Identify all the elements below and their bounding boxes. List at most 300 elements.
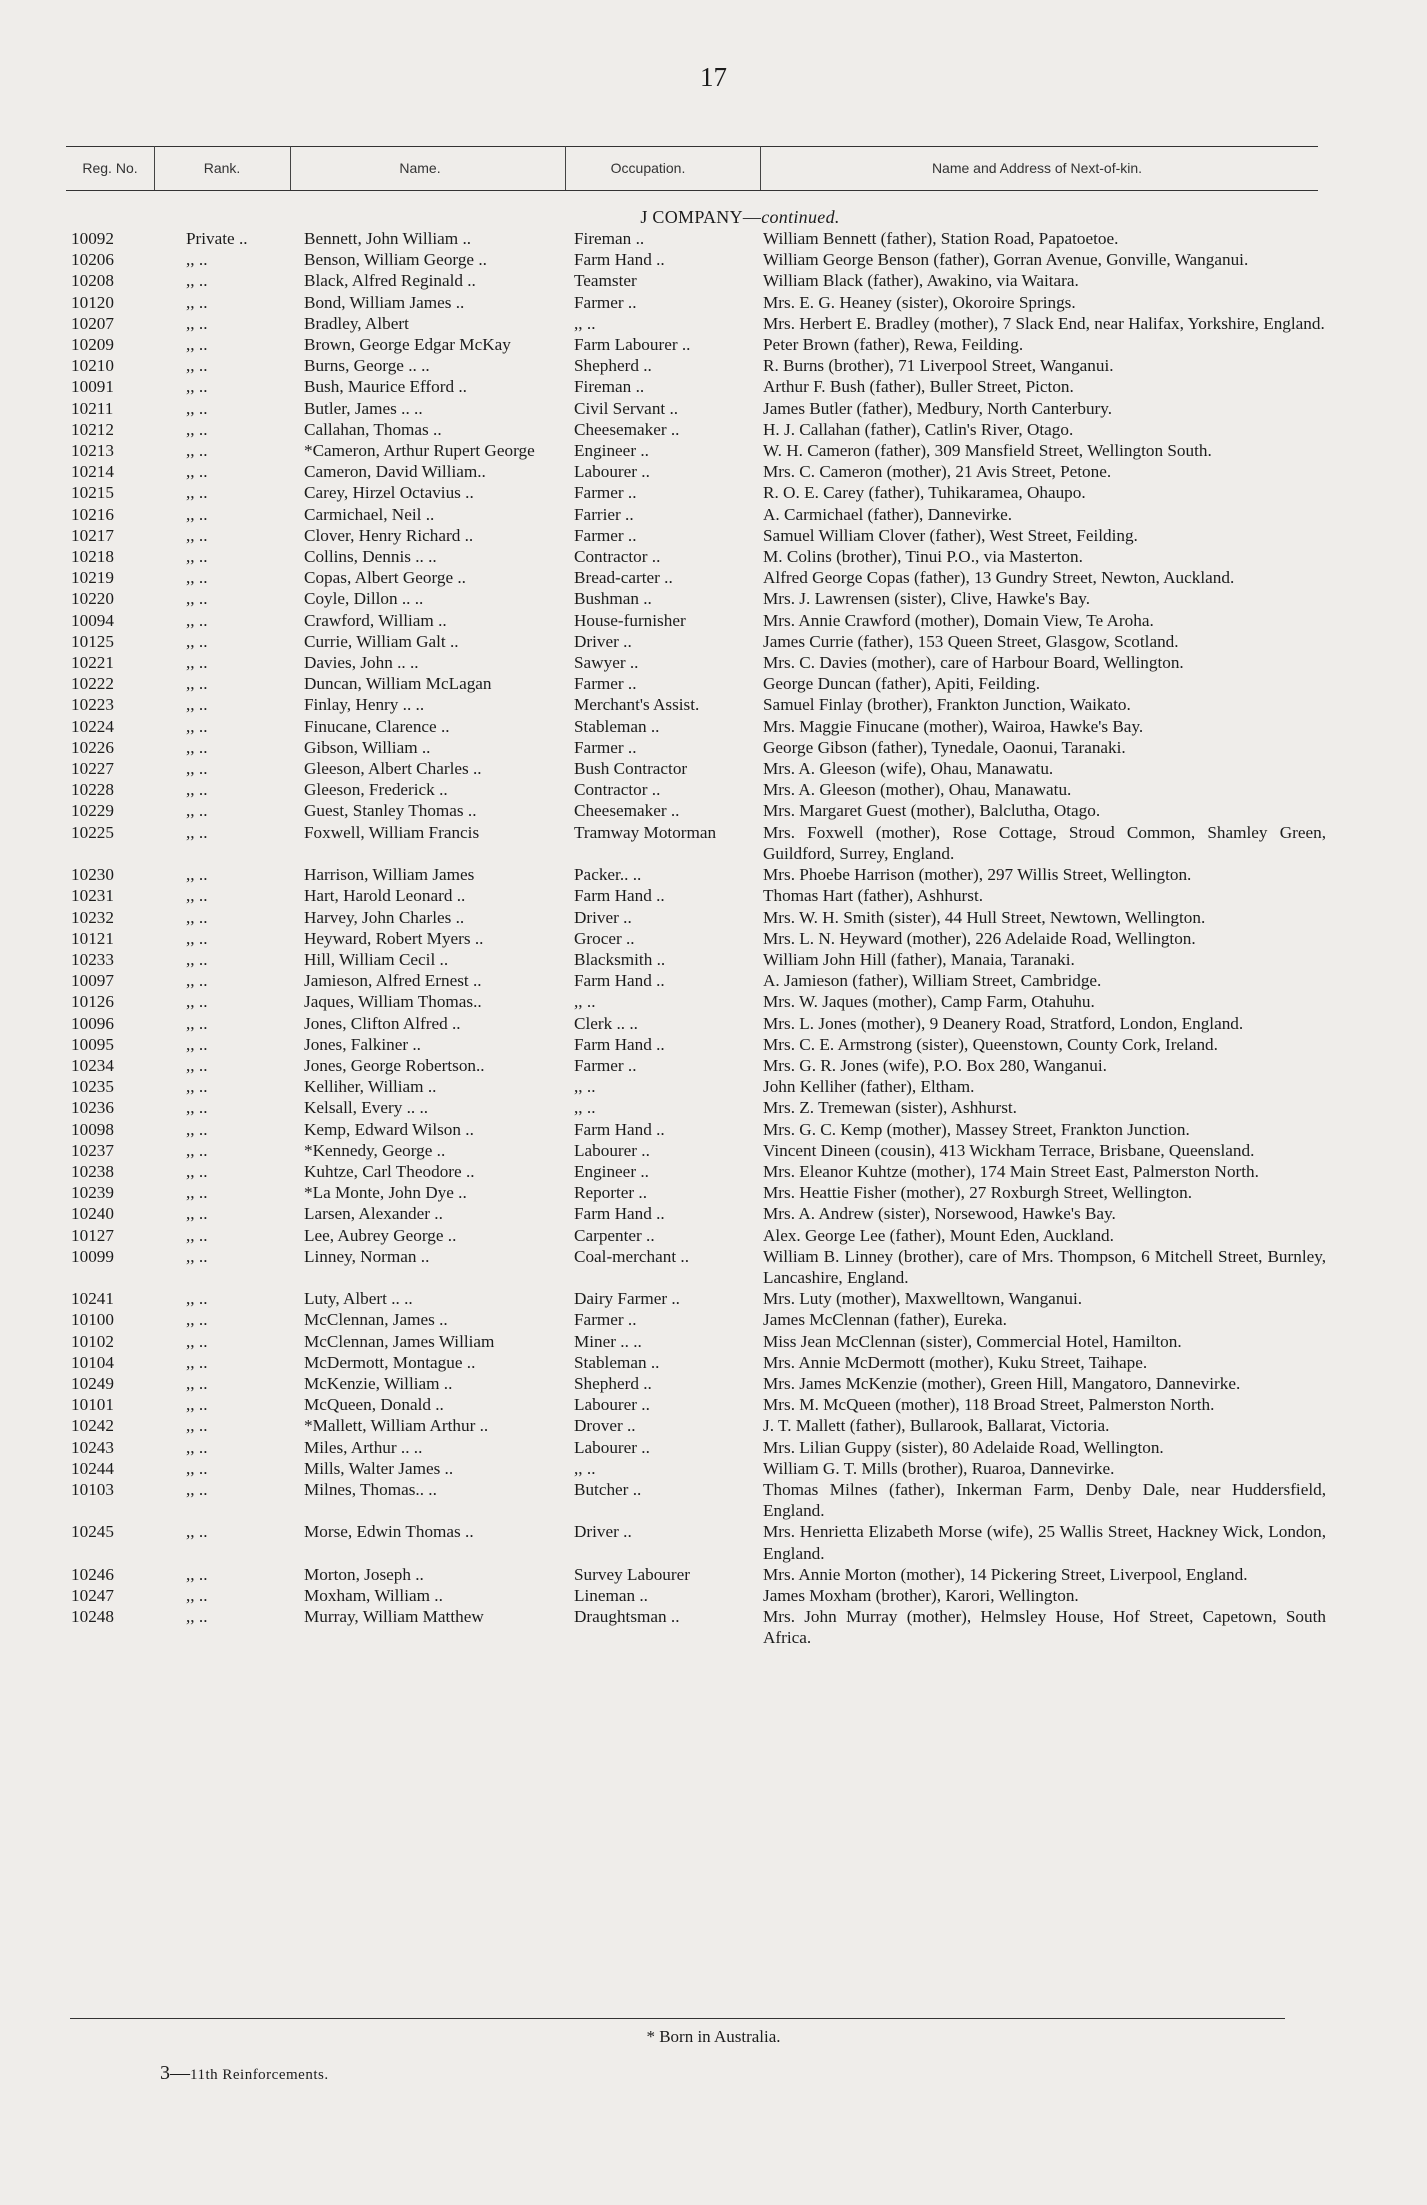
name-cell: Miles, Arthur .. .. — [304, 1437, 423, 1457]
table-row — [66, 949, 1326, 970]
table-row — [66, 864, 1326, 885]
name-cell: Duncan, William McLagan — [304, 674, 492, 694]
occupation-cell: Cheesemaker .. — [574, 801, 680, 821]
name-cell: *Cameron, Arthur Rupert George — [304, 441, 535, 461]
next-of-kin-cell: William John Hill (father), Manaia, Taranaki. — [763, 949, 1075, 969]
occupation-cell: House-furnisher — [574, 610, 686, 630]
company-title — [540, 207, 940, 228]
next-of-kin-cell: R. Burns (brother), 71 Liverpool Street, Wanganui. — [763, 356, 1114, 376]
occupation-cell: Farm Hand .. — [574, 971, 665, 991]
occupation-cell: Dairy Farmer .. — [574, 1289, 680, 1309]
table-row — [66, 907, 1326, 928]
rank-cell: ,, .. — [186, 441, 208, 461]
occupation-cell: Fireman .. — [574, 377, 645, 397]
name-cell: Foxwell, William Francis — [304, 822, 480, 842]
next-of-kin-cell: William G. T. Mills (brother), Ruaroa, Dannevirke. — [763, 1458, 1115, 1478]
occupation-cell: Labourer .. — [574, 1437, 650, 1457]
reg-no-cell: 10225 — [71, 822, 114, 842]
name-cell: Black, Alfred Reginald .. — [304, 271, 476, 291]
reg-no-cell: 10096 — [71, 1013, 114, 1033]
name-cell: Heyward, Robert Myers .. — [304, 928, 484, 948]
next-of-kin-cell: Mrs. Henrietta Elizabeth Morse (wife), 25 Wallis Street, Hackney Wick, London, England. — [763, 1522, 1326, 1563]
rank-cell: ,, .. — [186, 250, 208, 270]
occupation-cell: Contractor .. — [574, 547, 661, 567]
name-cell: Kemp, Edward Wilson .. — [304, 1119, 474, 1139]
rank-cell: ,, .. — [186, 1183, 208, 1203]
rank-cell: ,, .. — [186, 1395, 208, 1415]
next-of-kin-cell: James McClennan (father), Eureka. — [763, 1310, 1007, 1330]
next-of-kin-cell: William George Benson (father), Gorran Avenue, Gonville, Wanganui. — [763, 250, 1249, 270]
roll-table — [66, 228, 1326, 1649]
reg-no-cell: 10207 — [71, 313, 114, 333]
next-of-kin-cell: Mrs. M. McQueen (mother), 118 Broad Street, Palmerston North. — [763, 1395, 1215, 1415]
occupation-cell: Stableman .. — [574, 1352, 660, 1372]
table-row — [66, 419, 1326, 440]
occupation-cell: Farm Hand .. — [574, 1034, 665, 1054]
occupation-cell: Cheesemaker .. — [574, 419, 680, 439]
reg-no-cell: 10098 — [71, 1119, 114, 1139]
next-of-kin-cell: Mrs. Z. Tremewan (sister), Ashhurst. — [763, 1098, 1017, 1118]
reg-no-cell: 10222 — [71, 674, 114, 694]
name-cell: Cameron, David William.. — [304, 462, 486, 482]
reg-no-cell: 10216 — [71, 504, 114, 524]
reg-no-cell: 10091 — [71, 377, 114, 397]
name-cell: Butler, James .. .. — [304, 398, 423, 418]
table-row — [66, 1140, 1326, 1161]
next-of-kin-cell: Mrs. W. Jaques (mother), Camp Farm, Otahuhu. — [763, 992, 1095, 1012]
next-of-kin-cell: Mrs. James McKenzie (mother), Green Hill, Mangatoro, Dannevirke. — [763, 1373, 1241, 1393]
rank-cell: ,, .. — [186, 1098, 208, 1118]
next-of-kin-cell: John Kelliher (father), Eltham. — [763, 1077, 975, 1097]
table-row — [66, 800, 1326, 821]
occupation-cell: Reporter .. — [574, 1183, 648, 1203]
occupation-cell: Bread-carter .. — [574, 568, 673, 588]
table-row — [66, 991, 1326, 1012]
rank-cell: ,, .. — [186, 398, 208, 418]
header-rank: Rank. — [203, 160, 241, 176]
table-row — [66, 1394, 1326, 1415]
rank-cell: ,, .. — [186, 1373, 208, 1393]
signature-text: 11th Reinforcements. — [190, 2067, 329, 2083]
reg-no-cell: 10218 — [71, 547, 114, 567]
name-cell: Burns, George .. .. — [304, 356, 430, 376]
reg-no-cell: 10233 — [71, 949, 114, 969]
table-row — [66, 1585, 1326, 1606]
table-row — [66, 673, 1326, 694]
column-divider — [565, 146, 566, 190]
reg-no-cell: 10103 — [71, 1479, 114, 1499]
table-row — [66, 546, 1326, 567]
header-occupation: Occupation. — [610, 160, 686, 176]
rank-cell: ,, .. — [186, 674, 208, 694]
table-row — [66, 1076, 1326, 1097]
rank-cell: Private .. — [186, 229, 248, 248]
next-of-kin-cell: A. Carmichael (father), Dannevirke. — [763, 504, 1013, 524]
rank-cell: ,, .. — [186, 504, 208, 524]
reg-no-cell: 10100 — [71, 1310, 114, 1330]
next-of-kin-cell: Mrs. C. E. Armstrong (sister), Queenstown, County Cork, Ireland. — [763, 1034, 1218, 1054]
reg-no-cell: 10127 — [71, 1225, 114, 1245]
occupation-cell: Shepherd .. — [574, 356, 652, 376]
header-reg-no: Reg. No. — [82, 160, 138, 176]
rank-cell: ,, .. — [186, 1034, 208, 1054]
name-cell: Crawford, William .. — [304, 610, 447, 630]
occupation-cell: ,, .. — [574, 1458, 596, 1478]
rank-cell: ,, .. — [186, 801, 208, 821]
reg-no-cell: 10246 — [71, 1564, 114, 1584]
rank-cell: ,, .. — [186, 1522, 208, 1542]
reg-no-cell: 10206 — [71, 250, 114, 270]
table-row — [66, 694, 1326, 715]
table-row — [66, 631, 1326, 652]
name-cell: Jones, Clifton Alfred .. — [304, 1013, 461, 1033]
occupation-cell: Farmer .. — [574, 292, 637, 312]
rank-cell: ,, .. — [186, 483, 208, 503]
occupation-cell: Blacksmith .. — [574, 949, 666, 969]
name-cell: McQueen, Donald .. — [304, 1395, 444, 1415]
rank-cell: ,, .. — [186, 1055, 208, 1075]
reg-no-cell: 10095 — [71, 1034, 114, 1054]
rank-cell: ,, .. — [186, 759, 208, 779]
name-cell: Finucane, Clarence .. — [304, 716, 450, 736]
rank-cell: ,, .. — [186, 886, 208, 906]
name-cell: *La Monte, John Dye .. — [304, 1183, 467, 1203]
reg-no-cell: 10092 — [71, 229, 114, 248]
company-continued: continued. — [761, 207, 840, 227]
rank-cell: ,, .. — [186, 1564, 208, 1584]
next-of-kin-cell: R. O. E. Carey (father), Tuhikaramea, Ohaupo. — [763, 483, 1086, 503]
table-row — [66, 928, 1326, 949]
footnote: * Born in Australia. — [646, 2027, 781, 2046]
next-of-kin-cell: Mrs. Foxwell (mother), Rose Cottage, Stroud Common, Shamley Green, Guildford, Surrey, England. — [763, 822, 1326, 863]
name-cell: Moxham, William .. — [304, 1586, 443, 1605]
table-row — [66, 1097, 1326, 1118]
table-row — [66, 1203, 1326, 1224]
rank-cell: ,, .. — [186, 462, 208, 482]
table-row — [66, 504, 1326, 525]
next-of-kin-cell: Samuel Finlay (brother), Frankton Junction, Waikato. — [763, 695, 1131, 715]
name-cell: Hill, William Cecil .. — [304, 949, 449, 969]
table-row — [66, 970, 1326, 991]
table-row — [66, 1479, 1326, 1521]
reg-no-cell: 10210 — [71, 356, 114, 376]
reg-no-cell: 10240 — [71, 1204, 114, 1224]
rank-cell: ,, .. — [186, 1119, 208, 1139]
table-row — [66, 355, 1326, 376]
next-of-kin-cell: Mrs. John Murray (mother), Helmsley House, Hof Street, Capetown, South Africa. — [763, 1607, 1326, 1648]
name-cell: Copas, Albert George .. — [304, 568, 466, 588]
occupation-cell: ,, .. — [574, 1077, 596, 1097]
name-cell: Kelliher, William .. — [304, 1077, 437, 1097]
rank-cell: ,, .. — [186, 589, 208, 609]
reg-no-cell: 10227 — [71, 759, 114, 779]
name-cell: Mills, Walter James .. — [304, 1458, 454, 1478]
table-row — [66, 1225, 1326, 1246]
next-of-kin-cell: Mrs. A. Andrew (sister), Norsewood, Hawke's Bay. — [763, 1204, 1116, 1224]
next-of-kin-cell: Mrs. E. G. Heaney (sister), Okoroire Springs. — [763, 292, 1076, 312]
table-row — [66, 461, 1326, 482]
name-cell: Linney, Norman .. — [304, 1246, 430, 1266]
rank-cell: ,, .. — [186, 419, 208, 439]
name-cell: Luty, Albert .. .. — [304, 1289, 413, 1309]
reg-no-cell: 10126 — [71, 992, 114, 1012]
occupation-cell: Farm Hand .. — [574, 1119, 665, 1139]
reg-no-cell: 10102 — [71, 1331, 114, 1351]
footer-rule — [70, 2018, 1285, 2019]
table-row — [66, 822, 1326, 864]
next-of-kin-cell: Mrs. Eleanor Kuhtze (mother), 174 Main Street East, Palmerston North. — [763, 1161, 1259, 1181]
next-of-kin-cell: Mrs. Annie Morton (mother), 14 Pickering Street, Liverpool, England. — [763, 1564, 1248, 1584]
name-cell: Hart, Harold Leonard .. — [304, 886, 466, 906]
next-of-kin-cell: J. T. Mallett (father), Bullarook, Ballarat, Victoria. — [763, 1416, 1110, 1436]
rank-cell: ,, .. — [186, 271, 208, 291]
next-of-kin-cell: James Butler (father), Medbury, North Canterbury. — [763, 398, 1113, 418]
next-of-kin-cell: Arthur F. Bush (father), Buller Street, Picton. — [763, 377, 1074, 397]
table-row — [66, 716, 1326, 737]
occupation-cell: Farrier .. — [574, 504, 634, 524]
occupation-cell: Farmer .. — [574, 674, 637, 694]
name-cell: Collins, Dennis .. .. — [304, 547, 437, 567]
next-of-kin-cell: Mrs. G. C. Kemp (mother), Massey Street, Frankton Junction. — [763, 1119, 1190, 1139]
occupation-cell: Farmer .. — [574, 483, 637, 503]
table-row — [66, 1119, 1326, 1140]
name-cell: Jones, Falkiner .. — [304, 1034, 421, 1054]
name-cell: Milnes, Thomas.. .. — [304, 1479, 437, 1499]
next-of-kin-cell: H. J. Callahan (father), Catlin's River, Otago. — [763, 419, 1074, 439]
header-name: Name. — [399, 160, 441, 176]
table-row — [66, 1606, 1326, 1648]
table-row — [66, 588, 1326, 609]
occupation-cell: ,, .. — [574, 1098, 596, 1118]
table-row — [66, 1458, 1326, 1479]
rank-cell: ,, .. — [186, 716, 208, 736]
table-row — [66, 1182, 1326, 1203]
next-of-kin-cell: A. Jamieson (father), William Street, Cambridge. — [763, 971, 1102, 991]
name-cell: Bond, William James .. — [304, 292, 465, 312]
occupation-cell: Driver .. — [574, 907, 632, 927]
table-row — [66, 1288, 1326, 1309]
name-cell: Bennett, John William .. — [304, 229, 472, 248]
name-cell: Currie, William Galt .. — [304, 631, 459, 651]
name-cell: McKenzie, William .. — [304, 1373, 453, 1393]
rank-cell: ,, .. — [186, 1140, 208, 1160]
name-cell: Lee, Aubrey George .. — [304, 1225, 457, 1245]
occupation-cell: Sawyer .. — [574, 653, 639, 673]
name-cell: Gibson, William .. — [304, 737, 431, 757]
reg-no-cell: 10231 — [71, 886, 114, 906]
name-cell: Jamieson, Alfred Ernest .. — [304, 971, 482, 991]
reg-no-cell: 10232 — [71, 907, 114, 927]
table-row — [66, 440, 1326, 461]
table-row — [66, 1521, 1326, 1563]
reg-no-cell: 10248 — [71, 1607, 114, 1627]
rank-cell: ,, .. — [186, 631, 208, 651]
next-of-kin-cell: Mrs. W. H. Smith (sister), 44 Hull Street, Newtown, Wellington. — [763, 907, 1206, 927]
reg-no-cell: 10217 — [71, 525, 114, 545]
next-of-kin-cell: Alfred George Copas (father), 13 Gundry Street, Newton, Auckland. — [763, 568, 1235, 588]
occupation-cell: Driver .. — [574, 631, 632, 651]
table-row — [66, 1415, 1326, 1436]
rank-cell: ,, .. — [186, 971, 208, 991]
next-of-kin-cell: Mrs. L. Jones (mother), 9 Deanery Road, Stratford, London, England. — [763, 1013, 1244, 1033]
occupation-cell: ,, .. — [574, 313, 596, 333]
rank-cell: ,, .. — [186, 1331, 208, 1351]
name-cell: Harvey, John Charles .. — [304, 907, 465, 927]
reg-no-cell: 10209 — [71, 335, 114, 355]
name-cell: Guest, Stanley Thomas .. — [304, 801, 477, 821]
occupation-cell: Coal-merchant .. — [574, 1246, 690, 1266]
table-header — [66, 150, 1318, 186]
next-of-kin-cell: Mrs. Annie McDermott (mother), Kuku Street, Taihape. — [763, 1352, 1148, 1372]
reg-no-cell: 10099 — [71, 1246, 114, 1266]
next-of-kin-cell: Mrs. J. Lawrensen (sister), Clive, Hawke's Bay. — [763, 589, 1091, 609]
name-cell: Coyle, Dillon .. .. — [304, 589, 424, 609]
table-row — [66, 376, 1326, 397]
reg-no-cell: 10213 — [71, 441, 114, 461]
next-of-kin-cell: Samuel William Clover (father), West Street, Feilding. — [763, 525, 1138, 545]
rank-cell: ,, .. — [186, 737, 208, 757]
rank-cell: ,, .. — [186, 949, 208, 969]
reg-no-cell: 10237 — [71, 1140, 114, 1160]
next-of-kin-cell: Alex. George Lee (father), Mount Eden, Auckland. — [763, 1225, 1114, 1245]
rank-cell: ,, .. — [186, 1289, 208, 1309]
name-cell: Murray, William Matthew — [304, 1607, 484, 1627]
name-cell: Bradley, Albert — [304, 313, 409, 333]
next-of-kin-cell: Mrs. A. Gleeson (mother), Ohau, Manawatu. — [763, 780, 1072, 800]
reg-no-cell: 10241 — [71, 1289, 114, 1309]
next-of-kin-cell: Mrs. C. Cameron (mother), 21 Avis Street, Petone. — [763, 462, 1112, 482]
rank-cell: ,, .. — [186, 547, 208, 567]
next-of-kin-cell: William Black (father), Awakino, via Waitara. — [763, 271, 1079, 291]
table-row — [66, 758, 1326, 779]
occupation-cell: Driver .. — [574, 1522, 632, 1542]
rank-cell: ,, .. — [186, 568, 208, 588]
table-row — [66, 482, 1326, 503]
reg-no-cell: 10097 — [71, 971, 114, 991]
name-cell: Clover, Henry Richard .. — [304, 525, 474, 545]
rank-cell: ,, .. — [186, 1077, 208, 1097]
next-of-kin-cell: Mrs. G. R. Jones (wife), P.O. Box 280, Wanganui. — [763, 1055, 1107, 1075]
next-of-kin-cell: Mrs. L. N. Heyward (mother), 226 Adelaide Road, Wellington. — [763, 928, 1196, 948]
rank-cell: ,, .. — [186, 356, 208, 376]
header-bottom-rule — [66, 190, 1318, 191]
occupation-cell: Labourer .. — [574, 462, 650, 482]
occupation-cell: Farm Hand .. — [574, 250, 665, 270]
next-of-kin-cell: Thomas Hart (father), Ashhurst. — [763, 886, 984, 906]
table-row — [66, 1331, 1326, 1352]
table-row — [66, 567, 1326, 588]
table-row — [66, 398, 1326, 419]
occupation-cell: Bush Contractor — [574, 759, 688, 779]
name-cell: Morse, Edwin Thomas .. — [304, 1522, 474, 1542]
company-name: J COMPANY— — [640, 207, 762, 227]
reg-no-cell: 10239 — [71, 1183, 114, 1203]
reg-no-cell: 10234 — [71, 1055, 114, 1075]
table-row — [66, 1437, 1326, 1458]
table-row — [66, 228, 1326, 249]
reg-no-cell: 10120 — [71, 292, 114, 312]
column-divider — [760, 146, 761, 190]
reg-no-cell: 10212 — [71, 419, 114, 439]
next-of-kin-cell: Thomas Milnes (father), Inkerman Farm, Denby Dale, near Huddersfield, England. — [763, 1479, 1326, 1521]
rank-cell: ,, .. — [186, 1013, 208, 1033]
table-row — [66, 652, 1326, 673]
next-of-kin-cell: Mrs. A. Gleeson (wife), Ohau, Manawatu. — [763, 759, 1054, 779]
name-cell: Brown, George Edgar McKay — [304, 335, 511, 355]
column-divider — [290, 146, 291, 190]
header-next-of-kin: Name and Address of Next-of-kin. — [931, 160, 1143, 176]
rank-cell: ,, .. — [186, 610, 208, 630]
occupation-cell: Merchant's Assist. — [574, 695, 700, 715]
next-of-kin-cell: Mrs. Annie Crawford (mother), Domain View, Te Aroha. — [763, 610, 1154, 630]
reg-no-cell: 10104 — [71, 1352, 114, 1372]
occupation-cell: Fireman .. — [574, 229, 645, 248]
occupation-cell: Carpenter .. — [574, 1225, 655, 1245]
reg-no-cell: 10219 — [71, 568, 114, 588]
name-cell: Gleeson, Albert Charles .. — [304, 759, 482, 779]
rank-cell: ,, .. — [186, 1586, 208, 1605]
table-row — [66, 737, 1326, 758]
occupation-cell: Clerk .. .. — [574, 1013, 638, 1033]
name-cell: McDermott, Montague .. — [304, 1352, 476, 1372]
reg-no-cell: 10230 — [71, 865, 114, 885]
rank-cell: ,, .. — [186, 525, 208, 545]
column-divider — [154, 146, 155, 190]
occupation-cell: Labourer .. — [574, 1395, 650, 1415]
occupation-cell: Farm Hand .. — [574, 1204, 665, 1224]
rank-cell: ,, .. — [186, 1225, 208, 1245]
table-row — [66, 525, 1326, 546]
name-cell: Finlay, Henry .. .. — [304, 695, 425, 715]
name-cell: McClennan, James William — [304, 1331, 495, 1351]
reg-no-cell: 10228 — [71, 780, 114, 800]
occupation-cell: Bushman .. — [574, 589, 652, 609]
reg-no-cell: 10101 — [71, 1395, 114, 1415]
rank-cell: ,, .. — [186, 928, 208, 948]
rank-cell: ,, .. — [186, 377, 208, 397]
occupation-cell: Drover .. — [574, 1416, 636, 1436]
page-number: 17 — [700, 62, 727, 92]
occupation-cell: Survey Labourer — [574, 1564, 690, 1584]
rank-cell: ,, .. — [186, 1479, 208, 1499]
table-row — [66, 1352, 1326, 1373]
reg-no-cell: 10220 — [71, 589, 114, 609]
occupation-cell: Butcher .. — [574, 1479, 642, 1499]
header-top-rule — [66, 146, 1318, 147]
reg-no-cell: 10094 — [71, 610, 114, 630]
reg-no-cell: 10224 — [71, 716, 114, 736]
reg-no-cell: 10121 — [71, 928, 114, 948]
rank-cell: ,, .. — [186, 1161, 208, 1181]
name-cell: Benson, William George .. — [304, 250, 487, 270]
name-cell: Jones, George Robertson.. — [304, 1055, 485, 1075]
rank-cell: ,, .. — [186, 1204, 208, 1224]
table-row — [66, 885, 1326, 906]
reg-no-cell: 10238 — [71, 1161, 114, 1181]
occupation-cell: Teamster — [574, 271, 637, 291]
table-row — [66, 1013, 1326, 1034]
occupation-cell: Grocer .. — [574, 928, 635, 948]
rank-cell: ,, .. — [186, 907, 208, 927]
reg-no-cell: 10229 — [71, 801, 114, 821]
reg-no-cell: 10226 — [71, 737, 114, 757]
occupation-cell: Shepherd .. — [574, 1373, 652, 1393]
occupation-cell: Tramway Motorman — [574, 822, 717, 842]
name-cell: Gleeson, Frederick .. — [304, 780, 448, 800]
next-of-kin-cell: George Gibson (father), Tynedale, Oaonui, Taranaki. — [763, 737, 1126, 757]
reg-no-cell: 10215 — [71, 483, 114, 503]
next-of-kin-cell: Mrs. Heattie Fisher (mother), 27 Roxburgh Street, Wellington. — [763, 1183, 1193, 1203]
